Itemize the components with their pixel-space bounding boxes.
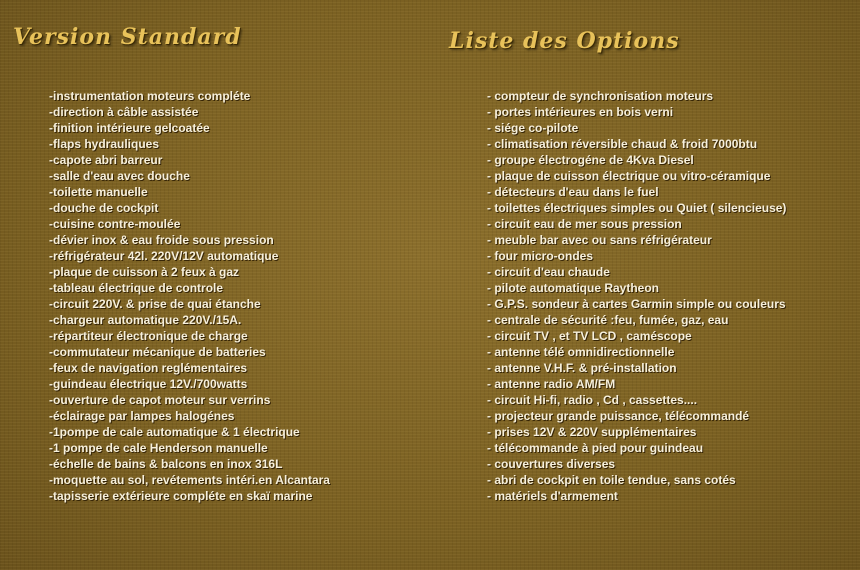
option-item: - détecteurs d'eau dans le fuel: [487, 185, 659, 199]
standard-title: Version Standard: [13, 24, 242, 50]
standard-item: -instrumentation moteurs compléte: [49, 89, 251, 103]
option-item: - télécommande à pied pour guindeau: [487, 441, 704, 455]
option-item: - climatisation réversible chaud & froid 7000btu: [487, 137, 758, 151]
option-item: - antenne V.H.F. & pré-installation: [487, 361, 677, 375]
option-item: - antenne radio AM/FM: [487, 377, 616, 391]
option-item: - antenne télé omnidirectionnelle: [487, 345, 675, 359]
option-item: - portes intérieures en bois verni: [487, 105, 674, 119]
standard-item: -tapisserie extérieure compléte en skaï marine: [49, 489, 313, 503]
standard-item: -réfrigérateur 42l. 220V/12V automatique: [49, 249, 279, 263]
standard-item: -commutateur mécanique de batteries: [49, 345, 266, 359]
option-item: - circuit d'eau chaude: [487, 265, 610, 279]
option-item: - plaque de cuisson électrique ou vitro-céramique: [487, 169, 771, 183]
option-item: - circuit TV , et TV LCD , caméscope: [487, 329, 692, 343]
standard-item: -feux de navigation reglémentaires: [49, 361, 248, 375]
options-title: Liste des Options: [449, 28, 680, 54]
option-item: - circuit Hi-fi, radio , Cd , cassettes....: [487, 393, 698, 407]
option-item: - circuit eau de mer sous pression: [487, 217, 682, 231]
standard-item: -guindeau électrique 12V./700watts: [49, 377, 248, 391]
standard-item: -capote abri barreur: [49, 153, 163, 167]
standard-item: -plaque de cuisson à 2 feux à gaz: [49, 265, 240, 279]
standard-list: [49, 88, 330, 504]
standard-item: -direction à câble assistée: [49, 105, 199, 119]
option-item: - abri de cockpit en toile tendue, sans cotés: [487, 473, 736, 487]
standard-item: -1pompe de cale automatique & 1 électrique: [49, 425, 300, 439]
option-item: - couvertures diverses: [487, 457, 616, 471]
standard-item: -flaps hydrauliques: [49, 137, 160, 151]
standard-item: -chargeur automatique 220V./15A.: [49, 313, 242, 327]
option-item: - meuble bar avec ou sans réfrigérateur: [487, 233, 712, 247]
standard-item: -ouverture de capot moteur sur verrins: [49, 393, 271, 407]
standard-item: -répartiteur électronique de charge: [49, 329, 248, 343]
standard-item: -douche de cockpit: [49, 201, 159, 215]
option-item: - projecteur grande puissance, télécommandé: [487, 409, 750, 423]
option-item: - matériels d'armement: [487, 489, 618, 503]
standard-item: -1 pompe de cale Henderson manuelle: [49, 441, 268, 455]
option-item: - prises 12V & 220V supplémentaires: [487, 425, 697, 439]
option-item: - pilote automatique Raytheon: [487, 281, 660, 295]
standard-item: -cuisine contre-moulée: [49, 217, 181, 231]
standard-item: -tableau électrique de controle: [49, 281, 224, 295]
standard-item: -échelle de bains & balcons en inox 316L: [49, 457, 283, 471]
option-item: - centrale de sécurité :feu, fumée, gaz, eau: [487, 313, 729, 327]
option-item: - G.P.S. sondeur à cartes Garmin simple ou couleurs: [487, 297, 786, 311]
standard-item: -finition intérieure gelcoatée: [49, 121, 210, 135]
standard-item: -toilette manuelle: [49, 185, 148, 199]
standard-item: -moquette au sol, revétements intéri.en Alcantara: [49, 473, 330, 487]
option-item: - groupe électrogéne de 4Kva Diesel: [487, 153, 694, 167]
option-item: - compteur de synchronisation moteurs: [487, 89, 714, 103]
option-item: - siége co-pilote: [487, 121, 579, 135]
option-item: - four micro-ondes: [487, 249, 594, 263]
standard-item: -salle d'eau avec douche: [49, 169, 190, 183]
option-item: - toilettes électriques simples ou Quiet ( silencieuse): [487, 201, 787, 215]
standard-item: -éclairage par lampes halogénes: [49, 409, 235, 423]
standard-item: -dévier inox & eau froide sous pression: [49, 233, 274, 247]
standard-item: -circuit 220V. & prise de quai étanche: [49, 297, 261, 311]
options-list: [487, 88, 786, 504]
